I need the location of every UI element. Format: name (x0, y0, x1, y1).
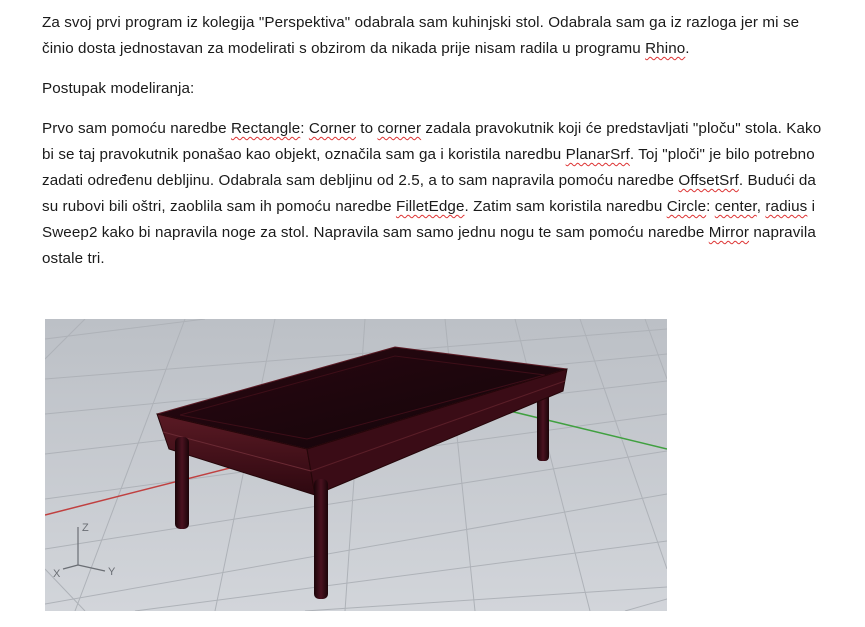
text-run: . (685, 40, 690, 57)
spellcheck-word: Corner (308, 120, 356, 137)
table-render (45, 319, 667, 611)
spellcheck-word: radius (765, 198, 808, 215)
spellcheck-word: Rhino (645, 40, 686, 57)
text-run: . Zatim sam koristila naredbu (464, 198, 667, 215)
spellcheck-word: Rectangle (230, 120, 301, 137)
text-run: , (756, 198, 766, 215)
text-run: to (355, 120, 378, 137)
text-run: napravila ostale tri. (42, 224, 816, 267)
text-run: . Budući da su rubovi bili oštri, zaoblila sam ih pomoću naredbe (42, 172, 816, 215)
axis-label-x: X (53, 568, 61, 580)
text-run: : (300, 120, 309, 137)
spellcheck-word: FilletEdge (395, 198, 465, 215)
text-run: Za svoj prvi program iz kolegija "Perspektiva" odabrala sam kuhinjski stol. Odabrala sam ga iz razloga jer mi se činio dosta jednostavan za modelirati s obzirom da nikada prije nisam radila u programu (42, 14, 800, 57)
text-run: Prvo sam pomoću naredbe (42, 120, 231, 137)
axis-label-y: Y (108, 566, 116, 578)
table-leg-front-middle (314, 479, 328, 599)
spellcheck-word: corner (377, 120, 422, 137)
paragraph-procedure (42, 116, 822, 272)
spellcheck-word: OffsetSrf (678, 172, 739, 189)
text-run: . Toj "ploči" je bilo potrebno zadati određenu debljinu. Odabrala sam debljinu od 2.5, a to sam napravila pomoću naredbe (42, 146, 815, 189)
rhino-viewport-image (45, 319, 667, 611)
axis-label-z: Z (82, 522, 89, 534)
spellcheck-word: Circle (666, 198, 707, 215)
paragraph-heading: Postupak modeliranja: (42, 80, 195, 97)
document-body (42, 10, 822, 272)
text-run: : (706, 198, 715, 215)
spellcheck-word: center (714, 198, 757, 215)
spellcheck-word: Mirror (708, 224, 750, 241)
table-leg-front-left (175, 437, 189, 529)
spellcheck-word: PlanarSrf (565, 146, 630, 163)
paragraph-intro (42, 10, 822, 62)
text-run: zadala pravokutnik koji će predstavljati "ploču" stola. Kako bi se taj pravokutnik ponašao kao objekt, označila sam ga i koristila naredbu (42, 120, 822, 163)
text-run: i Sweep2 kako bi napravila noge za stol. Napravila sam samo jednu nogu te sam pomoću naredbe (42, 198, 816, 241)
